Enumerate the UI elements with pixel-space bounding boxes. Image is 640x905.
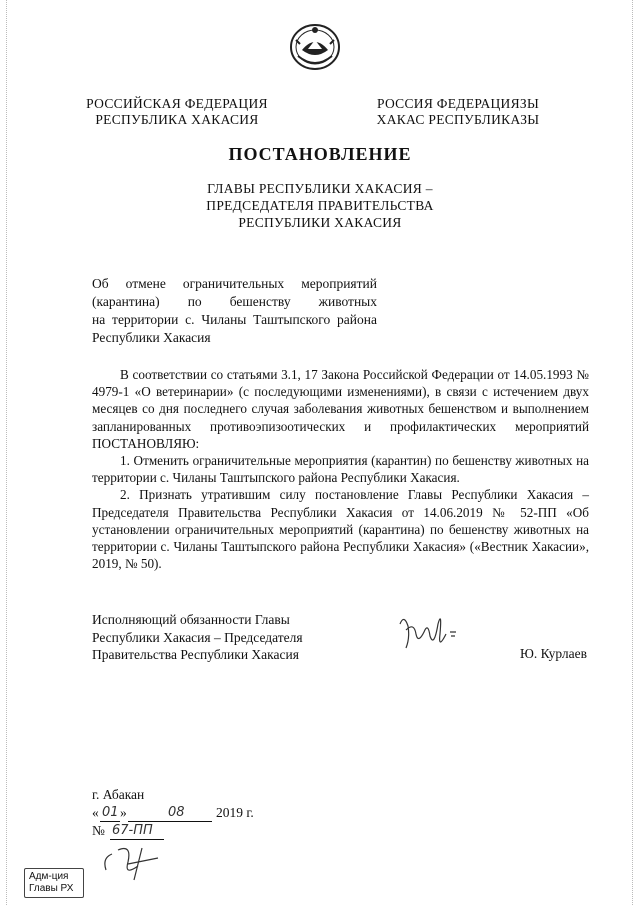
date-year: 2019 г. (216, 805, 254, 820)
header-right-block (372, 96, 544, 128)
signatory-name: Ю. Курлаев (520, 646, 588, 661)
document-title: ПОСТАНОВЛЕНИЕ (228, 144, 412, 164)
stamp-line2: Главы РХ (29, 883, 74, 894)
subject-line2: (карантина) по бешенству животных (92, 294, 377, 309)
date-day: 01 (102, 805, 119, 820)
header-right-line1: РОССИЯ ФЕДЕРАЦИЯЗЫ (376, 96, 540, 111)
number-label: № (92, 823, 105, 838)
header-left-line2: РЕСПУБЛИКА ХАКАСИЯ (95, 112, 259, 127)
document-date (92, 805, 272, 825)
subtitle-line3: РЕСПУБЛИКИ ХАКАСИЯ (238, 215, 402, 230)
body-paragraph-item-2: 2. Признать утратившим силу постановление Главы Республики Хакасия – Председателя Правительства Республики Хакасия от 14.06.2019 № 52-ПП «Об установлении ограничительных мероприятий (карантина) по бешенству животных на территории с. Чиланы Таштыпского района Республики Хакасия» («Вестник Хакасии», 2019, № 50). (92, 487, 589, 572)
scan-edge-right (632, 0, 634, 905)
handwritten-initials (98, 840, 178, 885)
number-value: 67-ПП (112, 823, 153, 838)
body-paragraph-preamble: В соответствии со статьями 3.1, 17 Закона Российской Федерации от 14.05.1993 № 4979-1 «О ветеринарии» (с последующими изменениями), в связи с истечением двух месяцев со дня последнего случая заболевания животных бешенством и выполнением запланированных противоэпизоотических и профилактических мероприятий ПОСТАНОВЛЯЮ: (92, 367, 589, 451)
document-city: г. Абакан (92, 787, 145, 802)
date-close-quote: » (120, 805, 127, 820)
coat-of-arms-emblem (288, 20, 342, 72)
document-subject (92, 275, 377, 347)
scan-edge-left (6, 0, 8, 905)
subject-line1: Об отмене ограничительных мероприятий (92, 276, 377, 291)
document-subtitle (0, 180, 640, 231)
signatory-line3: Правительства Республики Хакасия (92, 647, 299, 662)
subject-line4: Республики Хакасия (92, 330, 211, 345)
signatory-line2: Республики Хакасия – Председателя (92, 629, 303, 645)
date-month-underline (128, 821, 212, 822)
stamp-line1: Адм-ция (29, 871, 69, 882)
date-day-underline (100, 821, 120, 822)
date-month: 08 (168, 805, 185, 820)
header-left-block (86, 96, 268, 128)
signatory-line1: Исполняющий обязанности Главы (92, 612, 290, 627)
subtitle-line1: ГЛАВЫ РЕСПУБЛИКИ ХАКАСИЯ – (207, 181, 433, 196)
signatory-block (92, 611, 303, 664)
subtitle-line2: ПРЕДСЕДАТЕЛЯ ПРАВИТЕЛЬСТВА (206, 198, 434, 213)
registration-stamp (24, 868, 84, 898)
document-body (92, 366, 589, 572)
body-paragraph-item-1: 1. Отменить ограничительные мероприятия (карантин) по бешенству животных на территории с. Чиланы Таштыпского района Республики Хакасия. (92, 453, 589, 486)
subject-line3: на территории с. Чиланы Таштыпского района (92, 312, 377, 327)
header-left-line1: РОССИЙСКАЯ ФЕДЕРАЦИЯ (86, 96, 268, 111)
handwritten-signature (394, 604, 464, 656)
header-right-line2: ХАКАС РЕСПУБЛИКАЗЫ (376, 112, 540, 127)
date-open-quote: « (92, 805, 99, 820)
